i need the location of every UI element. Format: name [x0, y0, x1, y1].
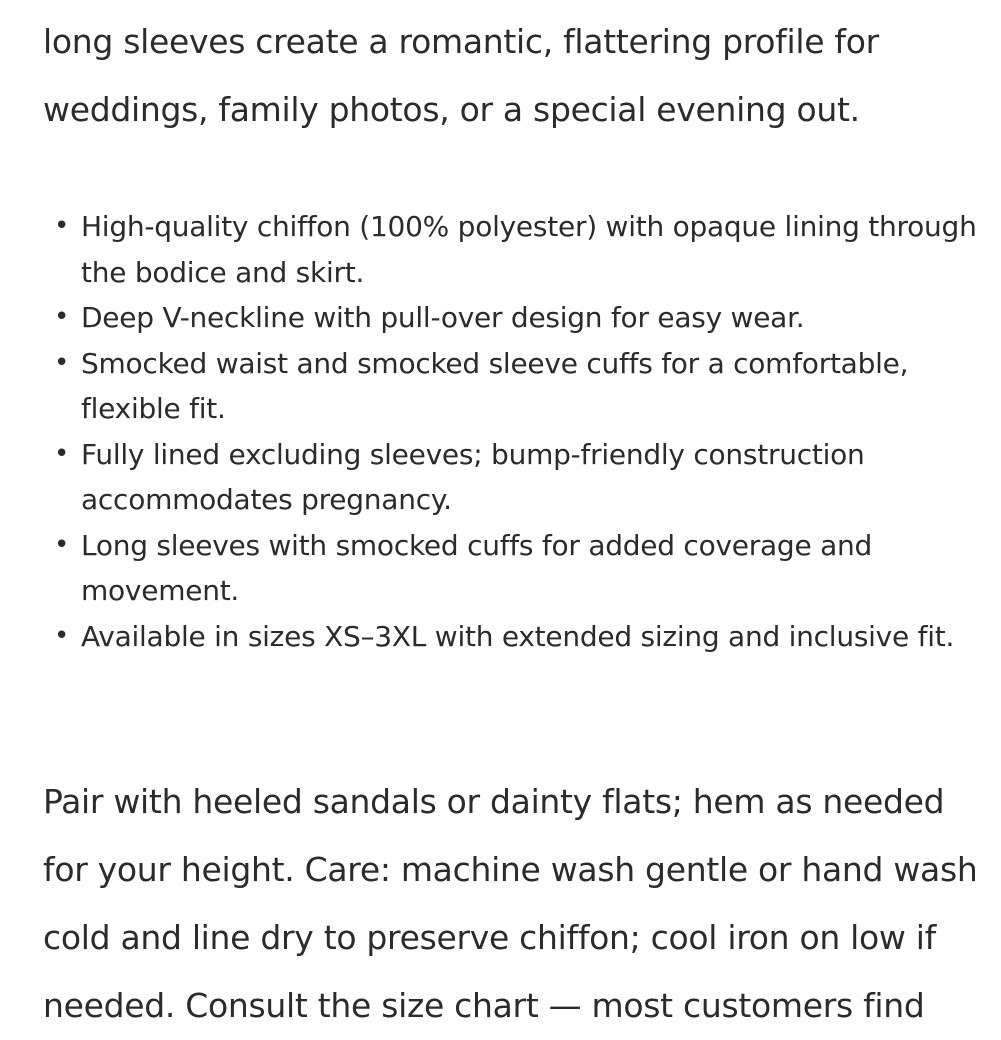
feature-text: Fully lined excluding sleeves; bump-friendly construction accommodates pregnancy. — [81, 437, 865, 516]
bullet-icon: • — [54, 211, 70, 241]
feature-list-item — [54, 523, 1001, 614]
feature-list — [43, 204, 1001, 659]
feature-text: Long sleeves with smocked cuffs for added coverage and movement. — [81, 528, 872, 607]
feature-list-item — [54, 432, 1001, 523]
feature-list-item — [54, 614, 1001, 660]
feature-text: High-quality chiffon (100% polyester) with opaque lining through the bodice and skirt. — [81, 210, 977, 289]
bullet-icon: • — [54, 347, 70, 378]
bullet-icon: • — [54, 529, 70, 560]
feature-list-item — [54, 295, 1001, 341]
feature-list-item — [54, 204, 1001, 295]
feature-text: Smocked waist and smocked sleeve cuffs for a comfortable, flexible fit. — [81, 346, 909, 425]
intro-paragraph: long sleeves create a romantic, flattering profile for weddings, family photos, or a special evening out. — [43, 22, 879, 129]
feature-text: Available in sizes XS–3XL with extended sizing and inclusive fit. — [81, 619, 955, 653]
feature-text: Deep V-neckline with pull-over design for easy wear. — [81, 301, 805, 334]
bullet-icon: • — [54, 620, 70, 651]
bullet-icon: • — [54, 438, 70, 469]
bullet-icon: • — [54, 302, 70, 332]
outro-paragraph: Pair with heeled sandals or dainty flats; hem as needed for your height. Care: machine wash gentle or hand wash cold and line dry to preserve chiffon; cool iron on low if needed. Consult the size chart — most customers find — [43, 782, 978, 1025]
feature-list-item — [54, 341, 1001, 432]
